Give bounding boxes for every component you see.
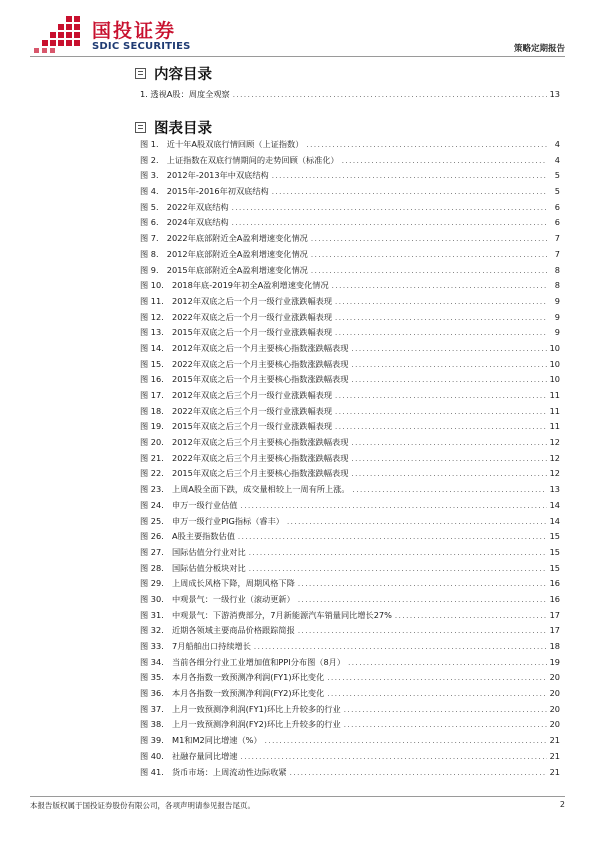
toc-entry-label: 图 23. 上周A股全面下跌，成交量相较上一周有所上涨。	[140, 484, 350, 495]
toc-leader-dots	[311, 264, 547, 280]
toc-leader-dots	[238, 530, 547, 546]
toc-entry-page: 15	[549, 531, 560, 542]
toc-entry-label: 图 9. 2015年底部附近全A盈利增速变化情况	[140, 264, 308, 275]
toc-leader-dots	[265, 734, 547, 750]
toc-entry-page: 13	[549, 89, 560, 99]
toc-leader-dots	[335, 389, 547, 405]
toc-entry[interactable]	[140, 184, 560, 200]
list-icon	[135, 122, 146, 133]
logo-mark-icon	[30, 14, 82, 54]
toc-entry-page: 17	[549, 609, 560, 620]
toc-entry-label: 图 1. 近十年A股双底行情回顾（上证指数）	[140, 139, 304, 149]
toc-entry-label: 图 17. 2012年双底之后三个月一级行业涨跌幅表现	[140, 390, 333, 400]
toc-entry-page: 13	[549, 484, 560, 495]
toc-entry[interactable]	[140, 310, 560, 326]
toc-leader-dots	[344, 703, 547, 719]
toc-leader-dots	[306, 138, 547, 154]
toc-entry[interactable]	[140, 514, 560, 530]
toc-entry[interactable]	[140, 231, 560, 247]
toc-entry[interactable]	[140, 702, 560, 718]
toc-leader-dots	[290, 766, 547, 782]
page-number: 2	[559, 800, 565, 809]
toc-leader-dots	[351, 467, 546, 483]
toc-entry-page: 10	[549, 358, 560, 369]
toc-entry-page: 9	[554, 327, 560, 338]
toc-leader-dots	[351, 342, 546, 358]
toc-entry-page: 16	[549, 578, 560, 589]
list-icon	[135, 68, 146, 79]
toc-entry-page: 12	[549, 452, 560, 463]
toc-entry-label: 图 14. 2012年双底之后一个月主要核心指数涨跌幅表现	[140, 342, 349, 353]
contents-list	[140, 87, 560, 103]
toc-leader-dots	[335, 420, 547, 436]
toc-entry[interactable]	[140, 670, 560, 686]
toc-entry-label: 图 3. 2012年-2013年中双底结构	[140, 170, 269, 181]
toc-entry-page: 12	[549, 437, 560, 448]
toc-entry-page: 10	[549, 342, 560, 353]
toc-entry-page: 8	[554, 264, 560, 275]
toc-entry[interactable]	[140, 733, 560, 749]
toc-leader-dots	[348, 656, 547, 672]
toc-entry-page: 12	[549, 468, 560, 479]
toc-entry[interactable]	[140, 686, 560, 702]
toc-leader-dots	[254, 640, 547, 656]
page-header	[0, 0, 595, 62]
toc-entry-page: 14	[549, 499, 560, 510]
toc-entry-page: 11	[549, 405, 560, 416]
toc-entry[interactable]	[140, 215, 560, 231]
toc-entry-label: 图 12. 2022年双底之后一个月一级行业涨跌幅表现	[140, 311, 333, 322]
toc-leader-dots	[353, 483, 547, 499]
toc-leader-dots	[351, 373, 546, 389]
toc-entry[interactable]	[140, 561, 560, 577]
toc-entry-label: 图 13. 2015年双底之后一个月一级行业涨跌幅表现	[140, 327, 333, 338]
company-logo	[30, 14, 220, 54]
toc-entry-label: 图 20. 2012年双底之后三个月主要核心指数涨跌幅表现	[140, 437, 349, 448]
toc-entry-label: 图 31. 中观景气：下游消费部分，7月新能源汽车销量同比增长27%	[140, 609, 392, 620]
toc-entry[interactable]	[140, 419, 560, 435]
toc-entry-label: 图 11. 2012年双底之后一个月一级行业涨跌幅表现	[140, 295, 333, 306]
toc-leader-dots	[249, 546, 547, 562]
contents-title: 内容目录	[154, 66, 212, 83]
toc-leader-dots	[327, 687, 546, 703]
toc-entry-label: 图 35. 本月各指数一致预测净利润(FY1)环比变化	[140, 672, 325, 683]
toc-entry-label: 图 15. 2022年双底之后一个月主要核心指数涨跌幅表现	[140, 358, 349, 369]
toc-entry[interactable]	[140, 545, 560, 561]
toc-entry-page: 21	[549, 766, 560, 777]
toc-leader-dots	[351, 452, 546, 468]
contents-heading	[135, 62, 212, 84]
toc-entry-page: 21	[549, 735, 560, 746]
toc-entry-label: 图 2. 上证指数在双底行情期间的走势回顾（标准化）	[140, 154, 339, 165]
toc-entry-page: 20	[549, 688, 560, 699]
header-divider	[30, 56, 565, 57]
toc-leader-dots	[351, 436, 546, 452]
toc-entry-page: 20	[549, 672, 560, 683]
toc-entry-page: 11	[549, 390, 560, 400]
logo-chinese-name: 国投证券	[92, 20, 177, 42]
toc-entry[interactable]	[140, 435, 560, 451]
toc-entry[interactable]	[140, 278, 560, 294]
footer-divider	[30, 796, 565, 797]
toc-entry-page: 20	[549, 703, 560, 714]
toc-entry-page: 8	[554, 280, 560, 291]
toc-entry-page: 10	[549, 374, 560, 385]
toc-entry-label: 图 32. 近期各领域主要商品价格跟踪简报	[140, 625, 295, 636]
toc-entry-page: 15	[549, 546, 560, 557]
toc-entry-label: 图 18. 2022年双底之后三个月一级行业涨跌幅表现	[140, 405, 333, 416]
toc-entry[interactable]	[140, 655, 560, 671]
toc-leader-dots	[249, 562, 547, 578]
toc-entry-page: 11	[549, 421, 560, 432]
toc-entry[interactable]	[140, 341, 560, 357]
toc-entry-page: 4	[554, 139, 560, 149]
toc-entry-label: 图 33. 7月船舶出口持续增长	[140, 641, 251, 651]
toc-entry-label: 图 37. 上月一致预测净利润(FY1)环比上升较多的行业	[140, 703, 341, 714]
toc-entry[interactable]	[140, 623, 560, 639]
toc-leader-dots	[272, 169, 547, 185]
toc-entry-label: 图 8. 2012年底部附近全A盈利增速变化情况	[140, 248, 308, 259]
toc-entry-label: 图 26. A股主要指数估值	[140, 531, 235, 542]
toc-entry[interactable]	[140, 357, 560, 373]
toc-entry-page: 6	[554, 217, 560, 228]
toc-leader-dots	[233, 88, 547, 104]
toc-entry-page: 9	[554, 311, 560, 322]
toc-leader-dots	[287, 515, 547, 531]
toc-entry[interactable]	[140, 482, 560, 498]
toc-entry[interactable]	[140, 372, 560, 388]
toc-leader-dots	[395, 609, 547, 625]
toc-entry-label: 图 36. 本月各指数一致预测净利润(FY2)环比变化	[140, 688, 325, 699]
toc-leader-dots	[311, 232, 547, 248]
toc-entry-label: 图 16. 2015年双底之后一个月主要核心指数涨跌幅表现	[140, 374, 349, 385]
figures-heading	[135, 116, 212, 138]
toc-entry[interactable]	[140, 498, 560, 514]
toc-entry-page: 21	[549, 750, 560, 761]
toc-entry-label: 图 30. 中观景气：一级行业（滚动更新）	[140, 593, 295, 604]
toc-entry-page: 17	[549, 625, 560, 636]
report-type-label: 策略定期报告	[513, 44, 565, 54]
toc-entry-label: 图 24. 申万一级行业估值	[140, 499, 238, 510]
toc-leader-dots	[335, 326, 547, 342]
toc-entry-label: 图 29. 上周成长风格下降，周期风格下降	[140, 578, 295, 589]
toc-leader-dots	[332, 279, 547, 295]
toc-entry[interactable]	[140, 592, 560, 608]
toc-entry-page: 15	[549, 562, 560, 573]
toc-entry[interactable]	[140, 388, 560, 404]
toc-leader-dots	[344, 718, 547, 734]
toc-entry[interactable]	[140, 294, 560, 310]
toc-leader-dots	[298, 577, 547, 593]
toc-leader-dots	[298, 593, 547, 609]
figures-list	[140, 137, 560, 780]
toc-leader-dots	[342, 154, 547, 170]
toc-entry[interactable]	[140, 247, 560, 263]
toc-entry-label: 图 41. 货币市场：上周流动性边际收紧	[140, 766, 287, 777]
toc-entry-label: 图 21. 2022年双底之后三个月主要核心指数涨跌幅表现	[140, 452, 349, 463]
toc-entry[interactable]	[140, 717, 560, 733]
toc-entry-page: 18	[549, 641, 560, 651]
toc-entry-page: 4	[554, 154, 560, 165]
toc-entry-page: 14	[549, 515, 560, 526]
logo-english-name: SDIC SECURITIES	[92, 41, 191, 52]
toc-entry-label: 图 19. 2015年双底之后三个月一级行业涨跌幅表现	[140, 421, 333, 432]
footer-disclaimer: 本报告版权属于国投证券股份有限公司，各项声明请参见报告尾页。	[30, 801, 255, 810]
toc-entry-page: 7	[554, 233, 560, 244]
toc-entry-label: 图 40. 社融存量同比增速	[140, 750, 238, 761]
toc-leader-dots	[298, 624, 547, 640]
toc-entry-label: 图 25. 申万一级行业PIG指标（睿丰）	[140, 515, 284, 526]
toc-entry-page: 5	[554, 170, 560, 181]
toc-entry[interactable]	[140, 639, 560, 655]
toc-leader-dots	[232, 216, 547, 232]
toc-leader-dots	[327, 671, 546, 687]
toc-entry[interactable]	[140, 749, 560, 765]
toc-leader-dots	[311, 248, 547, 264]
toc-entry-page: 19	[549, 656, 560, 667]
toc-leader-dots	[351, 358, 546, 374]
toc-entry[interactable]	[140, 576, 560, 592]
toc-entry-page: 16	[549, 593, 560, 604]
toc-leader-dots	[232, 201, 547, 217]
toc-entry-label: 图 39. M1和M2同比增速（%）	[140, 735, 262, 746]
toc-leader-dots	[335, 405, 547, 421]
toc-entry[interactable]	[140, 263, 560, 279]
toc-entry-label: 图 28. 国际估值分板块对比	[140, 562, 246, 573]
toc-entry-page: 20	[549, 719, 560, 730]
toc-entry[interactable]	[140, 153, 560, 169]
toc-entry[interactable]	[140, 200, 560, 216]
toc-leader-dots	[241, 750, 547, 766]
toc-entry[interactable]	[140, 404, 560, 420]
toc-entry-label: 图 22. 2015年双底之后三个月主要核心指数涨跌幅表现	[140, 468, 349, 479]
toc-entry-label: 图 10. 2018年底-2019年初全A盈利增速变化情况	[140, 280, 329, 291]
figures-title: 图表目录	[154, 120, 212, 137]
toc-entry-label: 1. 透视A股：周度全观察	[140, 89, 230, 99]
toc-entry-page: 6	[554, 201, 560, 212]
toc-entry-page: 7	[554, 248, 560, 259]
toc-entry-label: 图 5. 2022年双底结构	[140, 201, 229, 212]
toc-entry[interactable]	[140, 87, 560, 103]
toc-entry-page: 5	[554, 186, 560, 197]
toc-entry[interactable]	[140, 451, 560, 467]
toc-leader-dots	[335, 311, 547, 327]
toc-entry[interactable]	[140, 168, 560, 184]
toc-entry[interactable]	[140, 466, 560, 482]
toc-entry-label: 图 7. 2022年底部附近全A盈利增速变化情况	[140, 233, 308, 244]
toc-leader-dots	[272, 185, 547, 201]
toc-entry[interactable]	[140, 137, 560, 153]
toc-entry-page: 9	[554, 295, 560, 306]
toc-entry-label: 图 27. 国际估值分行业对比	[140, 546, 246, 557]
toc-leader-dots	[335, 295, 547, 311]
toc-entry[interactable]	[140, 325, 560, 341]
toc-entry-label: 图 6. 2024年双底结构	[140, 217, 229, 228]
toc-leader-dots	[241, 499, 547, 515]
toc-entry[interactable]	[140, 608, 560, 624]
toc-entry[interactable]	[140, 529, 560, 545]
toc-entry-label: 图 38. 上月一致预测净利润(FY2)环比上升较多的行业	[140, 719, 341, 730]
toc-entry-label: 图 4. 2015年-2016年初双底结构	[140, 186, 269, 197]
toc-entry[interactable]	[140, 765, 560, 781]
toc-entry-label: 图 34. 当前各细分行业工业增加值和PPI分布图（8月）	[140, 656, 346, 667]
